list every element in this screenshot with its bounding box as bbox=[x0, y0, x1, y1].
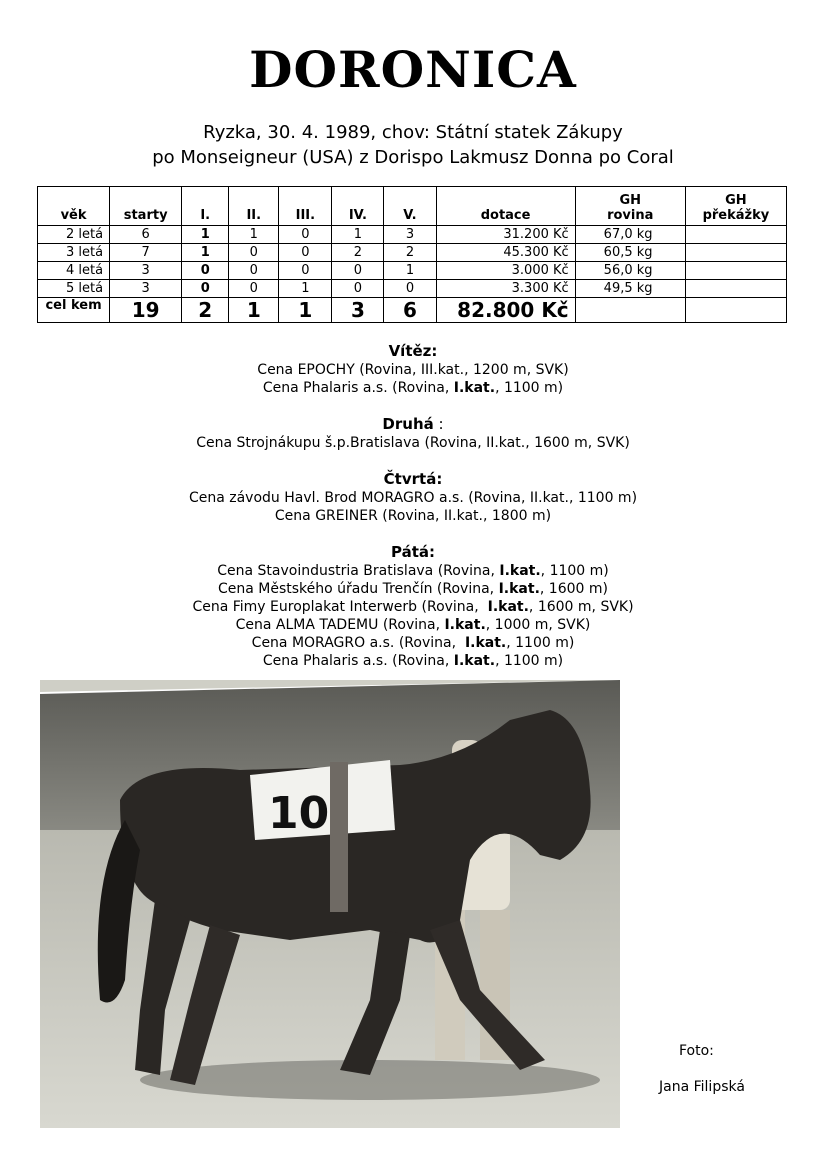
table-cell: 0 bbox=[229, 244, 279, 262]
race-text: Cena ALMA TADEMU (Rovina, bbox=[235, 617, 445, 633]
section-heading bbox=[0, 470, 826, 488]
race-text: , 1100 m) bbox=[506, 635, 575, 651]
total-cell bbox=[575, 298, 685, 323]
race-text: Cena Phalaris a.s. (Rovina, bbox=[262, 380, 454, 396]
table-cell bbox=[685, 226, 786, 244]
table-cell: 1 bbox=[182, 226, 229, 244]
race-text: , 1600 m, SVK) bbox=[528, 599, 634, 615]
col-header-fifth: V. bbox=[384, 187, 436, 226]
race-text: Cena závodu Havl. Brod MORAGRO a.s. (Rovina, II.kat., 1100 m) bbox=[188, 490, 638, 506]
table-cell bbox=[685, 262, 786, 280]
col-header-second: II. bbox=[229, 187, 279, 226]
table-cell: 67,0 kg bbox=[575, 226, 685, 244]
race-text: Cena Phalaris a.s. (Rovina, bbox=[262, 653, 454, 669]
total-cell bbox=[685, 298, 786, 323]
table-cell: 0 bbox=[182, 262, 229, 280]
table-cell: 0 bbox=[332, 262, 384, 280]
race-text: Cena GREINER (Rovina, II.kat., 1800 m) bbox=[274, 508, 552, 524]
race-line bbox=[0, 489, 826, 507]
table-cell: 60,5 kg bbox=[575, 244, 685, 262]
table-row bbox=[38, 226, 787, 244]
race-text: Cena Fimy Europlakat Interwerb (Rovina, bbox=[192, 599, 488, 615]
race-category: I.kat. bbox=[499, 563, 541, 579]
table-cell: 0 bbox=[279, 262, 332, 280]
table-cell: 1 bbox=[182, 244, 229, 262]
race-category: I.kat. bbox=[453, 653, 496, 669]
table-cell: 0 bbox=[229, 262, 279, 280]
table-cell: 49,5 kg bbox=[575, 280, 685, 298]
table-cell: 3 bbox=[110, 262, 182, 280]
race-category: I.kat. bbox=[487, 599, 529, 615]
result-section bbox=[0, 342, 826, 397]
result-section bbox=[0, 470, 826, 525]
race-text: , 1000 m, SVK) bbox=[485, 617, 591, 633]
saddle-number: 10 bbox=[268, 788, 330, 839]
table-total-row bbox=[38, 298, 787, 323]
table-cell: 0 bbox=[279, 244, 332, 262]
table-cell bbox=[685, 244, 786, 262]
race-statistics-table bbox=[37, 186, 787, 323]
section-heading-text: Čtvrtá: bbox=[383, 470, 443, 488]
table-cell: 6 bbox=[110, 226, 182, 244]
total-cell: 3 bbox=[332, 298, 384, 323]
table-cell: 3.000 Kč bbox=[436, 262, 575, 280]
race-text: , 1600 m) bbox=[539, 581, 608, 597]
photo-credit-name: Jana Filipská bbox=[659, 1079, 745, 1095]
result-section bbox=[0, 415, 826, 452]
col-header-first: I. bbox=[182, 187, 229, 226]
col-header-age: věk bbox=[38, 187, 110, 226]
race-line bbox=[0, 598, 826, 616]
table-cell: 3.300 Kč bbox=[436, 280, 575, 298]
result-section bbox=[0, 543, 826, 670]
table-cell: 1 bbox=[279, 280, 332, 298]
race-line bbox=[0, 652, 826, 670]
table-cell: 0 bbox=[384, 280, 436, 298]
photo-credit-label: Foto: bbox=[679, 1043, 714, 1059]
table-cell: 56,0 kg bbox=[575, 262, 685, 280]
table-cell: 2 bbox=[332, 244, 384, 262]
table-cell bbox=[685, 280, 786, 298]
race-line bbox=[0, 361, 826, 379]
race-text: , 1100 m) bbox=[540, 563, 609, 579]
table-cell: 0 bbox=[229, 280, 279, 298]
total-cell: 2 bbox=[182, 298, 229, 323]
race-text: Cena Strojnákupu š.p.Bratislava (Rovina, II.kat., 1600 m, SVK) bbox=[196, 435, 630, 451]
race-line bbox=[0, 379, 826, 397]
total-cell: 1 bbox=[279, 298, 332, 323]
table-cell: 3 letá bbox=[38, 244, 110, 262]
race-line bbox=[0, 580, 826, 598]
race-text: , 1100 m) bbox=[495, 380, 564, 396]
table-cell: 0 bbox=[279, 226, 332, 244]
race-text: , 1100 m) bbox=[495, 653, 564, 669]
race-text: Cena Městského úřadu Trenčín (Rovina, bbox=[218, 581, 499, 597]
table-cell: 5 letá bbox=[38, 280, 110, 298]
race-line bbox=[0, 434, 826, 452]
table-cell: 0 bbox=[182, 280, 229, 298]
table-cell: 3 bbox=[110, 280, 182, 298]
table-cell: 1 bbox=[332, 226, 384, 244]
table-cell: 1 bbox=[384, 262, 436, 280]
pedigree-info: po Monseigneur (USA) z Dorispo Lakmusz Donna po Coral bbox=[152, 147, 674, 168]
col-header-fourth: IV. bbox=[332, 187, 384, 226]
table-cell: 31.200 Kč bbox=[436, 226, 575, 244]
race-text: Cena EPOCHY (Rovina, III.kat., 1200 m, SVK) bbox=[257, 362, 569, 378]
race-category: I.kat. bbox=[498, 581, 540, 597]
section-heading bbox=[0, 415, 826, 433]
section-heading-text: Vítěz: bbox=[388, 342, 438, 360]
horse-photo-drawing bbox=[40, 680, 620, 1128]
col-header-gh-flat: GH rovina bbox=[575, 187, 685, 226]
table-cell: 4 letá bbox=[38, 262, 110, 280]
col-header-earnings: dotace bbox=[436, 187, 575, 226]
race-line bbox=[0, 634, 826, 652]
total-cell: 19 bbox=[110, 298, 182, 323]
race-line bbox=[0, 616, 826, 634]
breeding-info: Ryzka, 30. 4. 1989, chov: Státní statek Zákupy bbox=[203, 122, 623, 143]
section-heading bbox=[0, 543, 826, 561]
total-cell: cel kem bbox=[38, 298, 110, 323]
table-cell: 0 bbox=[332, 280, 384, 298]
horse-photo bbox=[40, 680, 620, 1128]
race-category: I.kat. bbox=[444, 617, 486, 633]
table-row bbox=[38, 262, 787, 280]
total-cell: 1 bbox=[229, 298, 279, 323]
total-cell: 82.800 Kč bbox=[436, 298, 575, 323]
table-cell: 2 bbox=[384, 244, 436, 262]
horse-name-title: DORONICA bbox=[249, 40, 577, 99]
table-cell: 2 letá bbox=[38, 226, 110, 244]
table-cell: 3 bbox=[384, 226, 436, 244]
race-text: Cena Stavoindustria Bratislava (Rovina, bbox=[217, 563, 500, 579]
race-line bbox=[0, 562, 826, 580]
race-text: Cena MORAGRO a.s. (Rovina, bbox=[251, 635, 465, 651]
race-category: I.kat. bbox=[453, 380, 496, 396]
table-row bbox=[38, 244, 787, 262]
section-heading bbox=[0, 342, 826, 360]
section-heading-text: Druhá bbox=[382, 415, 434, 433]
section-heading-text: Pátá: bbox=[390, 543, 435, 561]
race-line bbox=[0, 507, 826, 525]
section-heading-suffix: : bbox=[433, 415, 444, 433]
table-row bbox=[38, 280, 787, 298]
table-cell: 7 bbox=[110, 244, 182, 262]
race-category: I.kat. bbox=[464, 635, 507, 651]
table-header-row bbox=[38, 187, 787, 226]
col-header-starts: starty bbox=[110, 187, 182, 226]
col-header-third: III. bbox=[279, 187, 332, 226]
table-cell: 45.300 Kč bbox=[436, 244, 575, 262]
total-cell: 6 bbox=[384, 298, 436, 323]
table-cell: 1 bbox=[229, 226, 279, 244]
col-header-gh-jumps: GH překážky bbox=[685, 187, 786, 226]
